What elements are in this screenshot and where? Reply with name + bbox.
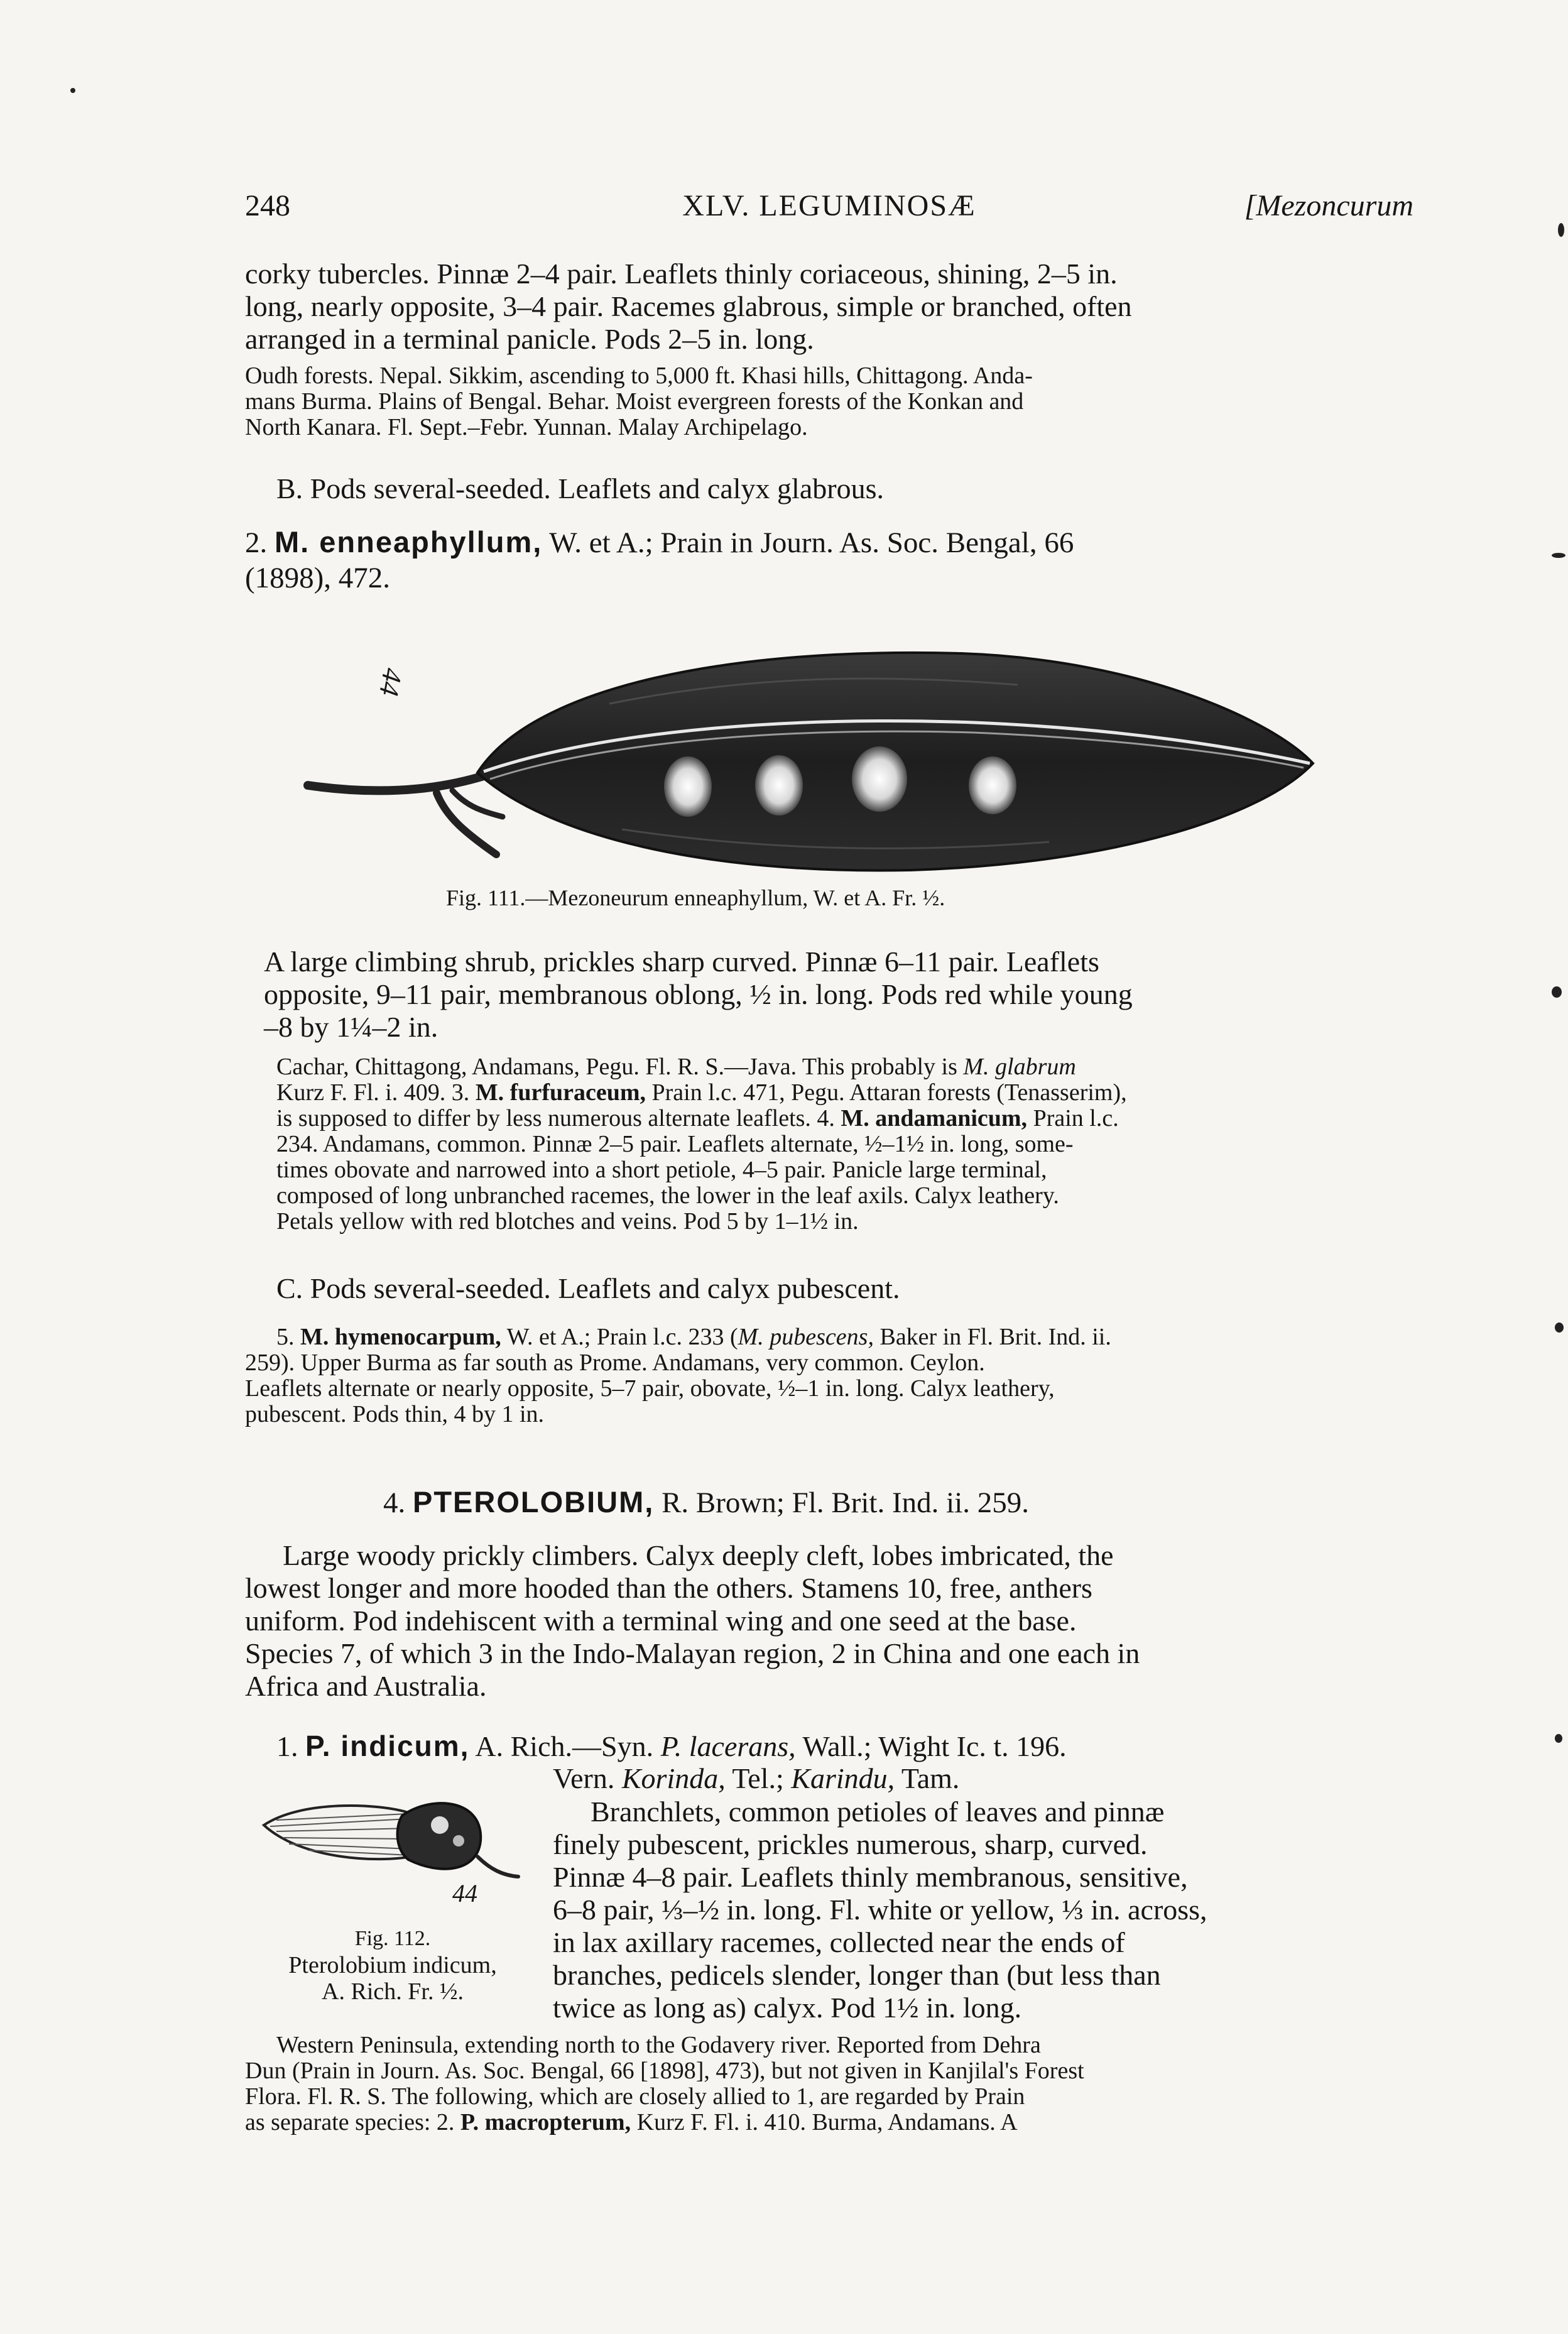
- text-line: times obovate and narrowed into a short petiole, 4–5 pair. Panicle large terminal,: [276, 1157, 1047, 1183]
- genus-description: [245, 1539, 1407, 1703]
- species-name: M. enneaphyllum,: [275, 525, 543, 559]
- text-run: Tam.: [895, 1762, 960, 1794]
- text-line: 259). Upper Burma as far south as Prome. Andamans, very common. Ceylon.: [245, 1350, 985, 1376]
- species-name: P. indicum,: [305, 1730, 470, 1762]
- scan-mark: [1558, 223, 1564, 237]
- vernacular-names: [553, 1762, 1407, 1795]
- text-line: Oudh forests. Nepal. Sikkim, ascending to 5,000 ft. Khasi hills, Chittagong. Anda-: [245, 363, 1033, 389]
- text-line: Dun (Prain in Journ. As. Soc. Bengal, 66 [1898], 473), but not given in Kanjilal's Forest: [245, 2058, 1084, 2084]
- species-citation-cont: (1898), 472.: [245, 562, 391, 594]
- genus-citation: R. Brown; Fl. Brit. Ind. ii. 259.: [662, 1486, 1030, 1519]
- text-line: Petals yellow with red blotches and veins. Pod 5 by 1–1½ in.: [276, 1208, 859, 1235]
- species-name: M. furfuraceum,: [475, 1079, 646, 1106]
- species-name: P. lacerans,: [660, 1730, 796, 1762]
- text-run: Cachar, Chittagong, Andamans, Pegu. Fl. R. S.—Java. This probably is: [276, 1054, 964, 1080]
- figure-caption-author: A. Rich. Fr. ½.: [322, 1978, 464, 2005]
- scan-mark: [1552, 986, 1562, 998]
- text-run: Baker in Fl. Brit. Ind. ii.: [873, 1324, 1111, 1350]
- text-line: arranged in a terminal panicle. Pods 2–5 in. long.: [245, 323, 814, 355]
- text-line: opposite, 9–11 pair, membranous oblong, ½ in. long. Pods red while young: [264, 978, 1133, 1010]
- text-run: Prain l.c. 471, Pegu. Attaran forests (Tenasserim),: [646, 1079, 1127, 1106]
- text-run: Kurz F. Fl. i. 410. Burma, Andamans. A: [631, 2109, 1018, 2135]
- text-run: 5.: [276, 1324, 300, 1350]
- pod-illustration: [295, 628, 1326, 892]
- scan-mark: [70, 88, 75, 93]
- vernacular-name: Karindu,: [791, 1762, 895, 1794]
- text-line: Pinnæ 4–8 pair. Leaflets thinly membranous, sensitive,: [553, 1861, 1188, 1893]
- text-run: Kurz F. Fl. i. 409. 3.: [276, 1079, 476, 1106]
- text-run: Tel.;: [725, 1762, 792, 1794]
- figure-caption: Fig. 111.—Mezoneurum enneaphyllum, W. et A. Fr. ½.: [446, 885, 945, 910]
- text-line: North Kanara. Fl. Sept.–Febr. Yunnan. Malay Archipelago.: [245, 414, 808, 440]
- text-run: Prain l.c.: [1027, 1105, 1119, 1132]
- figure-caption-species: Pterolobium indicum,: [288, 1952, 497, 1978]
- genus-heading: [383, 1485, 1029, 1520]
- text-line: 6–8 pair, ⅓–½ in. long. Fl. white or yellow, ⅓ in. across,: [553, 1894, 1207, 1926]
- species-name: P. macropterum,: [460, 2109, 631, 2135]
- text-run: as separate species: 2.: [245, 2109, 460, 2135]
- text-run: A. Rich.—Syn.: [475, 1730, 661, 1762]
- text-run: Vern.: [553, 1762, 622, 1794]
- text-line: branches, pedicels slender, longer than (but less than: [553, 1959, 1161, 1991]
- vernacular-name: Korinda,: [621, 1762, 726, 1794]
- text-line: Flora. Fl. R. S. The following, which are closely allied to 1, are regarded by Prain: [245, 2083, 1025, 2110]
- species-heading: [276, 1730, 1407, 1763]
- page-header: [245, 188, 1413, 239]
- figure-caption: [239, 1926, 547, 2005]
- scan-mark: [1555, 1322, 1564, 1333]
- species-number: 1.: [276, 1730, 298, 1762]
- scan-mark: [1552, 553, 1565, 558]
- text-line: composed of long unbranched racemes, the lower in the leaf axils. Calyx leathery.: [276, 1182, 1059, 1209]
- genus-number: 4.: [383, 1486, 406, 1519]
- text-line: twice as long as) calyx. Pod 1½ in. long.: [553, 1992, 1022, 2024]
- text-line: Western Peninsula, extending north to the Godavery river. Reported from Dehra: [276, 2032, 1041, 2058]
- species-name: M. hymenocarpum,: [300, 1324, 501, 1350]
- section-b-heading: B. Pods several-seeded. Leaflets and calyx glabrous.: [276, 472, 884, 504]
- species-name: M. pubescens,: [738, 1324, 874, 1350]
- species-citation: W. et A.; Prain in Journ. As. Soc. Bengal, 66: [549, 526, 1074, 559]
- species-description: [553, 1796, 1357, 2024]
- section-c-heading: C. Pods several-seeded. Leaflets and calyx pubescent.: [276, 1272, 900, 1304]
- page-title: XLV. LEGUMINOSÆ: [682, 189, 976, 222]
- text-run: is supposed to differ by less numerous alternate leaflets. 4.: [276, 1105, 841, 1132]
- running-head: [Mezoncurum: [1244, 189, 1413, 222]
- scan-mark: [1555, 1734, 1562, 1743]
- figure-annotation: 44: [373, 665, 408, 699]
- species-name: M. glabrum: [963, 1054, 1076, 1080]
- text-line: 234. Andamans, common. Pinnæ 2–5 pair. Leaflets alternate, ½–1½ in. long, some-: [276, 1131, 1074, 1157]
- text-line: corky tubercles. Pinnæ 2–4 pair. Leaflets thinly coriaceous, shining, 2–5 in.: [245, 258, 1118, 290]
- text-line: A large climbing shrub, prickles sharp curved. Pinnæ 6–11 pair. Leaflets: [264, 946, 1099, 978]
- species-description: [264, 946, 1388, 1044]
- figure-annotation: 44: [452, 1879, 477, 1907]
- distribution-note: [245, 2032, 1407, 2135]
- text-line: Branchlets, common petioles of leaves and pinnæ: [591, 1796, 1165, 1828]
- text-line: long, nearly opposite, 3–4 pair. Racemes glabrous, simple or branched, often: [245, 290, 1132, 322]
- text-line: mans Burma. Plains of Bengal. Behar. Moist evergreen forests of the Konkan and: [245, 388, 1024, 415]
- intro-paragraph: [245, 258, 1407, 356]
- text-line: uniform. Pod indehiscent with a terminal wing and one seed at the base.: [245, 1605, 1077, 1637]
- species-heading: [245, 525, 1407, 596]
- species-number: 2.: [245, 526, 268, 559]
- species-notes: [276, 1054, 1407, 1235]
- text-line: lowest longer and more hooded than the others. Stamens 10, free, anthers: [245, 1572, 1092, 1604]
- species-name: M. andamanicum,: [841, 1105, 1028, 1132]
- page-number: 248: [245, 189, 290, 222]
- text-run: Wall.; Wight Ic. t. 196.: [795, 1730, 1067, 1762]
- genus-name: PTEROLOBIUM,: [413, 1485, 655, 1519]
- text-line: finely pubescent, prickles numerous, sharp, curved.: [553, 1828, 1148, 1860]
- text-line: Large woody prickly climbers. Calyx deeply cleft, lobes imbricated, the: [283, 1539, 1114, 1571]
- winged-pod-illustration: [251, 1781, 528, 1894]
- distribution-note: [245, 363, 1407, 440]
- text-line: in lax axillary racemes, collected near the ends of: [553, 1926, 1125, 1958]
- text-run: W. et A.; Prain l.c. 233 (: [501, 1324, 738, 1350]
- text-line: –8 by 1¼–2 in.: [264, 1011, 438, 1043]
- text-line: Africa and Australia.: [245, 1670, 487, 1702]
- figure-caption-label: Fig. 112.: [354, 1927, 431, 1950]
- text-line: Leaflets alternate or nearly opposite, 5–7 pair, obovate, ½–1 in. long. Calyx leathery,: [245, 1375, 1055, 1402]
- species-5-note: [245, 1324, 1407, 1427]
- text-line: pubescent. Pods thin, 4 by 1 in.: [245, 1401, 545, 1427]
- text-line: Species 7, of which 3 in the Indo-Malayan region, 2 in China and one each in: [245, 1637, 1140, 1669]
